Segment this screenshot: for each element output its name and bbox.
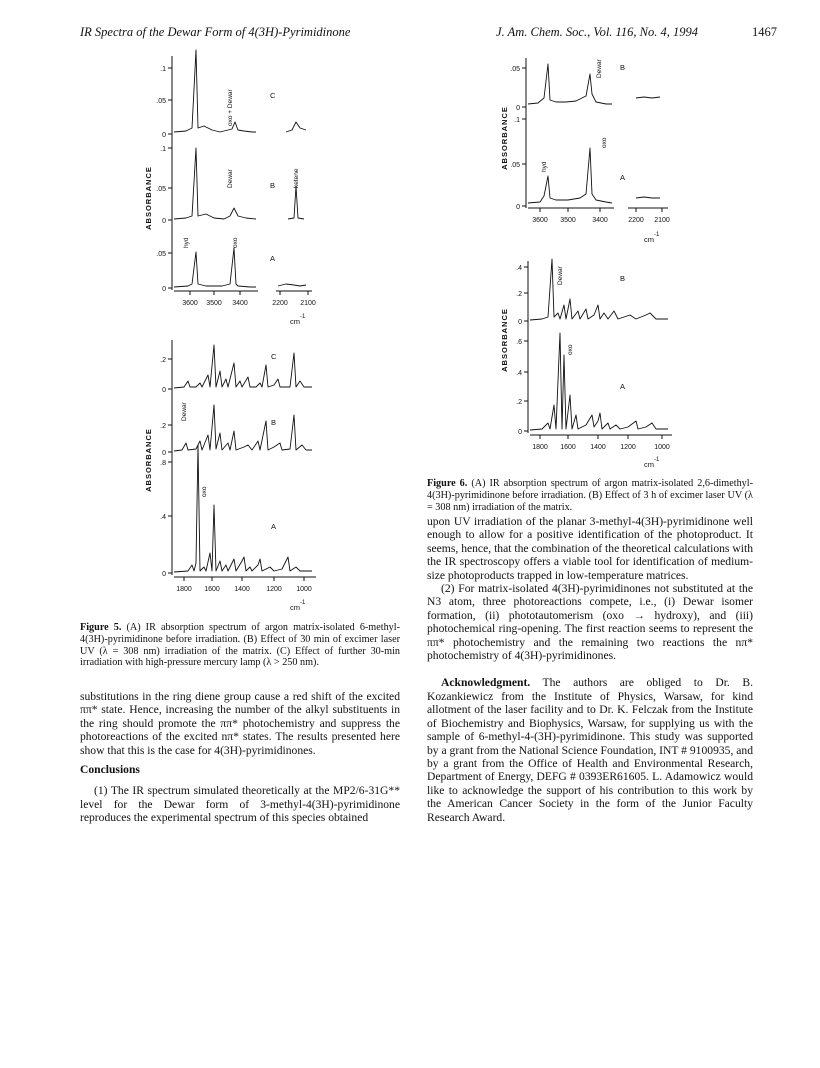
journal-citation: J. Am. Chem. Soc., Vol. 116, No. 4, 1994 xyxy=(496,25,698,39)
panel-label: A xyxy=(620,173,626,182)
band-annotation: Dewar xyxy=(227,169,234,188)
x-tick: 3600 xyxy=(182,300,198,307)
band-annotation: Dewar xyxy=(181,402,188,421)
paragraph: (2) For matrix-isolated 4(3H)-pyrimidinones not substituted at the N3 atom, three photoreactions compete, i.e., (i) Dewar isomer formation, (ii) phototautomerism (oxo → hydroxy), and (iii) photochemical ring-opening. The first reaction seems to represent the ππ* photochemistry and the remaining two reactions the nπ* photochemistry of 4(3H)-pyrimidinones. xyxy=(427,582,753,663)
spectrum-a-tail xyxy=(636,197,660,198)
band-annotation: hyd xyxy=(541,161,548,172)
x-unit: $cm^{-1}$ xyxy=(290,600,306,612)
panel-label: B xyxy=(270,181,276,190)
y-tick: .05 xyxy=(156,186,166,193)
figure6-caption xyxy=(427,478,753,513)
y-axis-label: ABSORBANCE xyxy=(144,428,153,492)
y-tick: 0 xyxy=(518,319,522,326)
panel-label: A xyxy=(271,522,277,531)
x-tick: 3500 xyxy=(560,217,576,224)
y-axis-label: ABSORBANCE xyxy=(500,308,509,372)
y-tick: .4 xyxy=(516,265,522,272)
band-annotation: oxo xyxy=(601,137,608,148)
figure6-top-chart xyxy=(496,48,686,253)
panel-label: B xyxy=(271,418,277,427)
y-tick: .2 xyxy=(160,357,166,364)
spectrum-a xyxy=(174,445,312,572)
y-tick: 0 xyxy=(162,387,166,394)
figure6-bottom-chart xyxy=(496,255,696,475)
band-annotation: oxo + Dewar xyxy=(227,89,234,126)
spectrum-b xyxy=(174,148,256,219)
x-tick: 3600 xyxy=(532,217,548,224)
spectrum-b-ketene xyxy=(288,186,304,219)
x-tick: 1400 xyxy=(590,444,606,451)
x-tick: 3400 xyxy=(232,300,248,307)
left-column-text xyxy=(80,690,400,825)
y-tick: .2 xyxy=(516,399,522,406)
x-tick: 1400 xyxy=(234,586,250,593)
acknowledgment-paragraph xyxy=(427,676,753,823)
right-column-text xyxy=(427,515,753,824)
x-tick: 1800 xyxy=(532,444,548,451)
spectrum-a-tail xyxy=(278,284,306,286)
panel-label: B xyxy=(620,63,626,72)
y-tick: 0 xyxy=(162,218,166,225)
x-tick: 3500 xyxy=(206,300,222,307)
y-tick: .2 xyxy=(516,291,522,298)
paragraph: (1) The IR spectrum simulated theoretically at the MP2/6-31G** level for the Dewar form of 3-methyl-4(3H)-pyrimidinone reproduces the experimental spectrum of this species obtained xyxy=(80,784,400,825)
y-axis-label: ABSORBANCE xyxy=(500,106,509,170)
y-tick: 0 xyxy=(162,450,166,457)
panel-label: C xyxy=(271,352,277,361)
x-tick: 2200 xyxy=(272,300,288,307)
figure6-caption-label: Figure 6. xyxy=(427,478,468,489)
x-unit: $cm^{-1}$ xyxy=(290,314,306,326)
running-title: IR Spectra of the Dewar Form of 4(3H)-Pyrimidinone xyxy=(80,25,351,39)
figure5-bottom-chart xyxy=(140,335,340,615)
y-axis-label: ABSORBANCE xyxy=(144,166,153,230)
x-tick: 2100 xyxy=(300,300,316,307)
y-tick: .05 xyxy=(510,66,520,73)
y-tick: .8 xyxy=(160,460,166,467)
y-tick: 0 xyxy=(516,204,520,211)
spectrum-a xyxy=(530,333,668,430)
y-tick: 0 xyxy=(162,286,166,293)
band-annotation: Dewar xyxy=(557,266,564,285)
x-tick: 2100 xyxy=(654,217,670,224)
y-tick: .05 xyxy=(156,251,166,258)
panel-label: A xyxy=(620,382,626,391)
band-annotation: ketene xyxy=(293,168,300,188)
x-unit: $cm^{-1}$ xyxy=(644,457,660,469)
x-tick: 1000 xyxy=(296,586,312,593)
y-tick: .1 xyxy=(160,146,166,153)
paragraph: substitutions in the ring diene group cause a red shift of the excited ππ* state. Hence, increasing the number of the alkyl substituents in the ring should promote the ππ* photochemistry and suppress the photoreactions of the excited nπ* states. The results presented here show that this is the case for 4(3H)-pyrimidinones. xyxy=(80,690,400,757)
spectrum-c xyxy=(174,50,256,132)
x-unit: $cm^{-1}$ xyxy=(644,232,660,244)
y-tick: 0 xyxy=(162,132,166,139)
band-annotation: Dewar xyxy=(596,59,603,78)
panel-label: B xyxy=(620,274,626,283)
band-annotation: oxo xyxy=(567,344,574,355)
spectrum-c xyxy=(174,345,312,388)
y-tick: .05 xyxy=(156,98,166,105)
y-tick: .4 xyxy=(516,370,522,377)
figure6-caption-text: (A) IR absorption spectrum of argon matrix-isolated 2,6-dimethyl-4(3H)-pyrimidinone before irradiation. (B) Effect of 3 h of excimer laser UV (λ = 308 nm) irradiation of the matrix. xyxy=(427,478,753,513)
spectrum-a xyxy=(528,148,612,203)
y-tick: .1 xyxy=(514,117,520,124)
figure5-caption xyxy=(80,622,400,669)
page-number: 1467 xyxy=(752,25,777,39)
section-heading-conclusions: Conclusions xyxy=(80,763,140,777)
band-annotation: oxo xyxy=(201,486,208,497)
y-tick: 0 xyxy=(518,429,522,436)
x-tick: 3400 xyxy=(592,217,608,224)
band-annotation: hyd xyxy=(183,237,190,248)
figure5-top-chart xyxy=(140,48,340,333)
spectrum-b xyxy=(530,259,668,320)
y-tick: .6 xyxy=(516,339,522,346)
band-annotation: oxo xyxy=(232,237,239,248)
y-tick: .4 xyxy=(160,514,166,521)
acknowledgment-label: Acknowledgment. xyxy=(441,676,531,690)
paragraph: upon UV irradiation of the planar 3-methyl-4(3H)-pyrimidinone well enough to allow for a positive identification of the photoproduct. It seems, hence, that the combination of the theoretical calculations with the IR spectroscopy offers a viable tool for identification of medium-size photoproducts trapped in low-temperature matrices. xyxy=(427,515,753,582)
spectrum-c-ketene xyxy=(286,122,306,132)
spectrum-a xyxy=(174,248,256,287)
x-tick: 1600 xyxy=(204,586,220,593)
panel-label: A xyxy=(270,254,276,263)
y-tick: 0 xyxy=(162,571,166,578)
y-tick: .05 xyxy=(510,162,520,169)
y-tick: .1 xyxy=(160,66,166,73)
y-tick: 0 xyxy=(516,105,520,112)
figure5-caption-text: (A) IR absorption spectrum of argon matrix-isolated 6-methyl-4(3H)-pyrimidinone before irradiation. (B) Effect of 30 min of excimer laser UV (λ = 308 nm) irradiation of the matrix. (C) Effect of further 30-min irradiation with high-pressure mercury lamp (λ > 250 nm). xyxy=(80,622,400,669)
panel-label: C xyxy=(270,91,276,100)
x-tick: 1200 xyxy=(620,444,636,451)
x-tick: 1200 xyxy=(266,586,282,593)
figure5-caption-label: Figure 5. xyxy=(80,622,122,633)
spectrum-b xyxy=(174,405,312,451)
acknowledgment-text: The authors are obliged to Dr. B. Kozankiewicz from the Institute of Physics, Warsaw, for kind allotment of the laser facility and to Dr. K. Felczak from the Institute of Biochemistry and Biophysics, Warsaw, for supplying us with the sample of 6-methyl-4-(3H)-pyrimidinone. This study was supported by a grant from the National Science Foundation, INT # 9100935, and by a grant from the Office of Health and Environmental Research, Department of Energy, DEFG # 0393ER61605. L. Adamowicz would like to acknowledge the support of his contribution to this work by the American Cancer Society in the form of the Junior Faculty Research Award. xyxy=(427,676,753,824)
y-tick: .2 xyxy=(160,423,166,430)
spectrum-b-tail xyxy=(636,97,660,98)
x-tick: 2200 xyxy=(628,217,644,224)
x-tick: 1800 xyxy=(176,586,192,593)
x-tick: 1600 xyxy=(560,444,576,451)
x-tick: 1000 xyxy=(654,444,670,451)
